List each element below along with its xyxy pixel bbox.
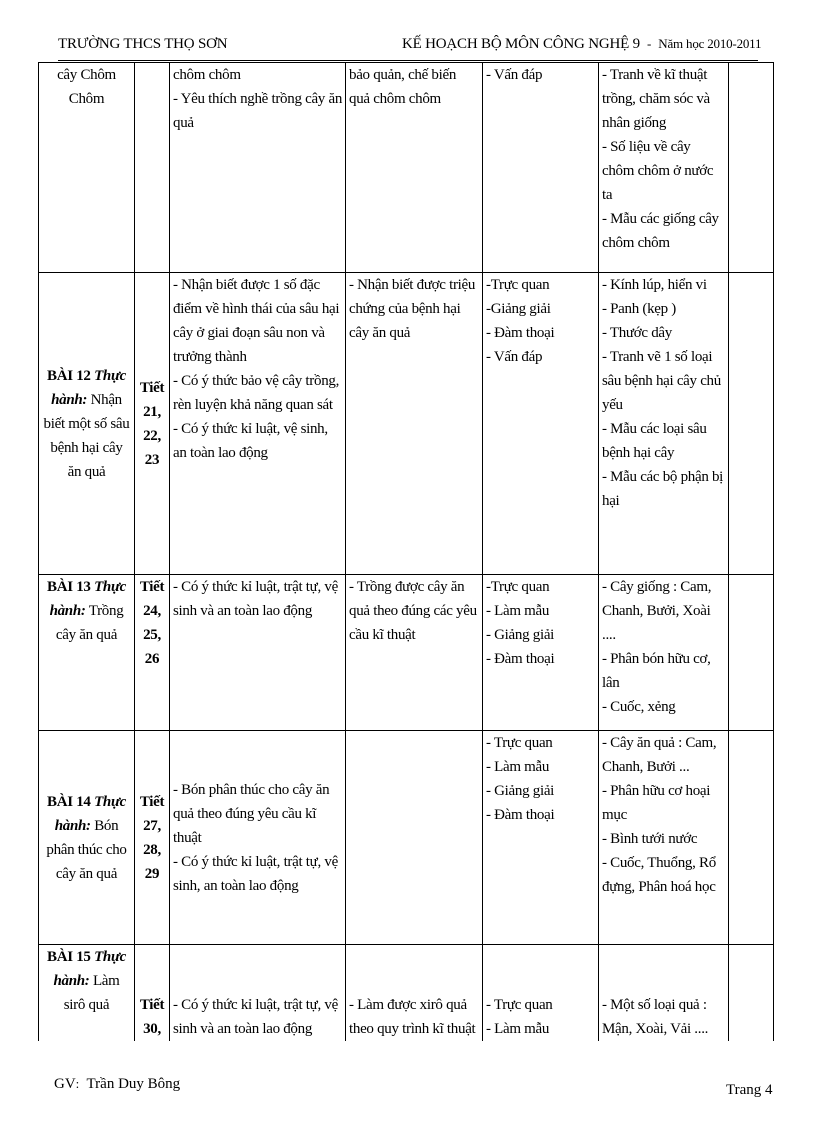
period-cell [135,731,170,945]
school-name: TRƯỜNG THCS THỌ SƠN [58,36,228,52]
lesson-type: Thực hành: [54,793,127,834]
method-item: -Trực quan [486,277,550,293]
lesson-number: BÀI 12 [46,367,91,384]
methods-cell [483,945,599,1041]
period-line: 22, [143,427,161,444]
lesson-cell [39,731,135,945]
material-item: - Số liệu về cây chôm chôm ở nước ta [602,139,714,203]
lesson-plan-table [38,62,774,1041]
table-row [39,575,774,731]
content-cell [346,731,483,945]
period-line: 28, [143,841,161,858]
method-item: - Làm mẫu [486,603,550,619]
material-item: - Cây giống : Cam, Chanh, Bưởi, Xoài .... [602,579,712,643]
notes-cell [729,273,774,575]
plan-title-line [402,36,761,53]
notes-cell [729,63,774,273]
period-cell [135,575,170,731]
objective-item: - Có ý thức bảo vệ cây trồng, rèn luyện khả năng quan sát [173,373,340,413]
objective-item: chôm chôm [173,67,241,83]
content-cell [346,945,483,1041]
method-item: - Trực quan [486,735,553,751]
material-item: - Tranh về kĩ thuật trồng, chăm sóc và nhân giống [602,67,710,131]
lesson-number: BÀI 15 [46,949,91,965]
period-line: 30, [143,1020,161,1037]
lesson-line: Chôm [68,91,105,107]
lesson-type: Thực hành: [53,949,127,989]
period-line: 25, [143,627,161,643]
header-rule [58,60,758,61]
period-line: 26 [144,651,160,667]
period-line: Tiết [139,793,165,810]
objective-item: - Có ý thức kỉ luật, vệ sinh, an toàn lao động [173,421,328,461]
notes-cell [729,575,774,731]
page-number: Trang 4 [726,1082,773,1098]
lesson-number: BÀI 13 [46,579,91,595]
objectives-cell [170,731,346,945]
methods-cell [483,575,599,731]
method-item: - Vấn đáp [486,349,543,365]
material-item: - Kính lúp, hiển vi [602,277,707,293]
period-cell [135,273,170,575]
content-cell [346,63,483,273]
lesson-cell [39,63,135,273]
content-item: - Trồng được cây ăn quả theo đúng các yêu cầu kĩ thuật [349,579,477,643]
period-cell [135,63,170,273]
page-header [58,36,762,62]
objective-item: - Có ý thức kỉ luật, trật tự, vệ sinh và an toàn lao động [173,996,338,1037]
school-year: Năm học 2010-2011 [658,36,762,51]
material-item: - Mẫu các bộ phận bị hại [602,469,724,509]
material-item: - Một số loại quả : Mận, Xoài, Vải .... [602,996,709,1037]
table-row [39,273,774,575]
materials-cell [599,273,729,575]
teacher-separator: : [75,1076,80,1091]
objectives-cell [170,63,346,273]
method-item: - Đàm thoại [486,807,555,823]
methods-cell [483,273,599,575]
method-item: - Đàm thoại [486,325,555,341]
content-item: - Nhận biết được triệu chứng của bệnh hại cây ăn quả [349,277,476,341]
method-item: - Giảng giải [486,783,555,799]
table-row [39,731,774,945]
title-separator: - [647,36,652,51]
method-item: - Giảng giải [486,627,555,643]
teacher-signature [54,1076,180,1093]
period-line: 21, [143,403,161,420]
material-item: - Tranh vẽ 1 số loại sâu bệnh hại cây chủ yếu [602,349,721,413]
material-item: - Cuốc, Thuổng, Rổ đựng, Phân hoá học [602,855,716,895]
lesson-number: BÀI 14 [46,793,91,810]
material-item: - Panh (kẹp ) [602,301,676,317]
notes-cell [729,945,774,1041]
content-item: - Làm được xirô quả theo quy trình kĩ thuật [349,996,476,1037]
objective-item: - Có ý thức kỉ luật, trật tự, vệ sinh, an toàn lao động [173,853,338,894]
objectives-cell [170,575,346,731]
plan-title: KẾ HOẠCH BỘ MÔN CÔNG NGHỆ 9 [402,36,640,52]
material-item: - Phân bón hữu cơ, lân [602,651,711,691]
materials-cell [599,731,729,945]
method-item: - Trực quan [486,996,553,1013]
lesson-type: Thực hành: [51,367,127,408]
teacher-label: GV [54,1076,76,1092]
material-item: - Thước dây [602,325,672,341]
period-line: 29 [144,865,160,882]
objective-item: - Có ý thức kỉ luật, trật tự, vệ sinh và an toàn lao động [173,579,338,619]
material-item: - Cuốc, xẻng [602,699,676,715]
lesson-type: Thực hành: [49,579,127,619]
period-line: Tiết [139,379,165,396]
method-item: -Trực quan [486,579,550,595]
method-item: - Làm mẫu [486,759,550,775]
method-item: -Giảng giải [486,301,551,317]
materials-cell [599,945,729,1041]
teacher-name: Trần Duy Bông [86,1076,181,1092]
content-cell [346,273,483,575]
material-item: - Phân hữu cơ hoại mục [602,783,711,823]
lesson-title: Bón phân thúc cho cây ăn quả [46,817,127,882]
period-line: 24, [143,603,161,619]
lesson-title: Trồng cây ăn quả [55,603,124,643]
lesson-line: cây Chôm [57,67,116,83]
lesson-cell [39,273,135,575]
period-line: 27, [143,817,161,834]
content-cell [346,575,483,731]
material-item: - Cây ăn quả : Cam, Chanh, Bưởi ... [602,735,717,775]
notes-cell [729,731,774,945]
period-line: 23 [144,451,160,468]
lesson-title: Làm sirô quả [63,973,120,1013]
method-item: - Vấn đáp [486,67,543,83]
objectives-cell [170,945,346,1041]
materials-cell [599,575,729,731]
material-item: - Mẫu các giống cây chôm chôm [602,211,719,251]
table-row [39,63,774,273]
objectives-cell [170,273,346,575]
methods-cell [483,731,599,945]
lesson-cell [39,945,135,1041]
objective-item: - Bón phân thúc cho cây ăn quả theo đúng yêu cầu kĩ thuật [173,781,330,846]
objective-item: - Yêu thích nghề trồng cây ăn quả [173,91,343,131]
method-item: - Đàm thoại [486,651,555,667]
lesson-cell [39,575,135,731]
materials-cell [599,63,729,273]
table-row [39,945,774,1041]
method-item: - Làm mẫu [486,1020,550,1037]
content-item: bảo quản, chế biến quả chôm chôm [349,67,457,107]
material-item: - Bình tưới nước [602,831,698,847]
period-cell [135,945,170,1041]
period-line: Tiết [139,996,165,1013]
methods-cell [483,63,599,273]
period-line: Tiết [139,579,165,595]
lesson-title: Nhận biết một số sâu bệnh hại cây ăn quả [43,391,130,480]
material-item: - Mẫu các loại sâu bệnh hại cây [602,421,707,461]
objective-item: - Nhận biết được 1 số đặc điểm về hình thái của sâu hại cây ở giai đoạn sâu non và trưởng thành [173,277,340,365]
